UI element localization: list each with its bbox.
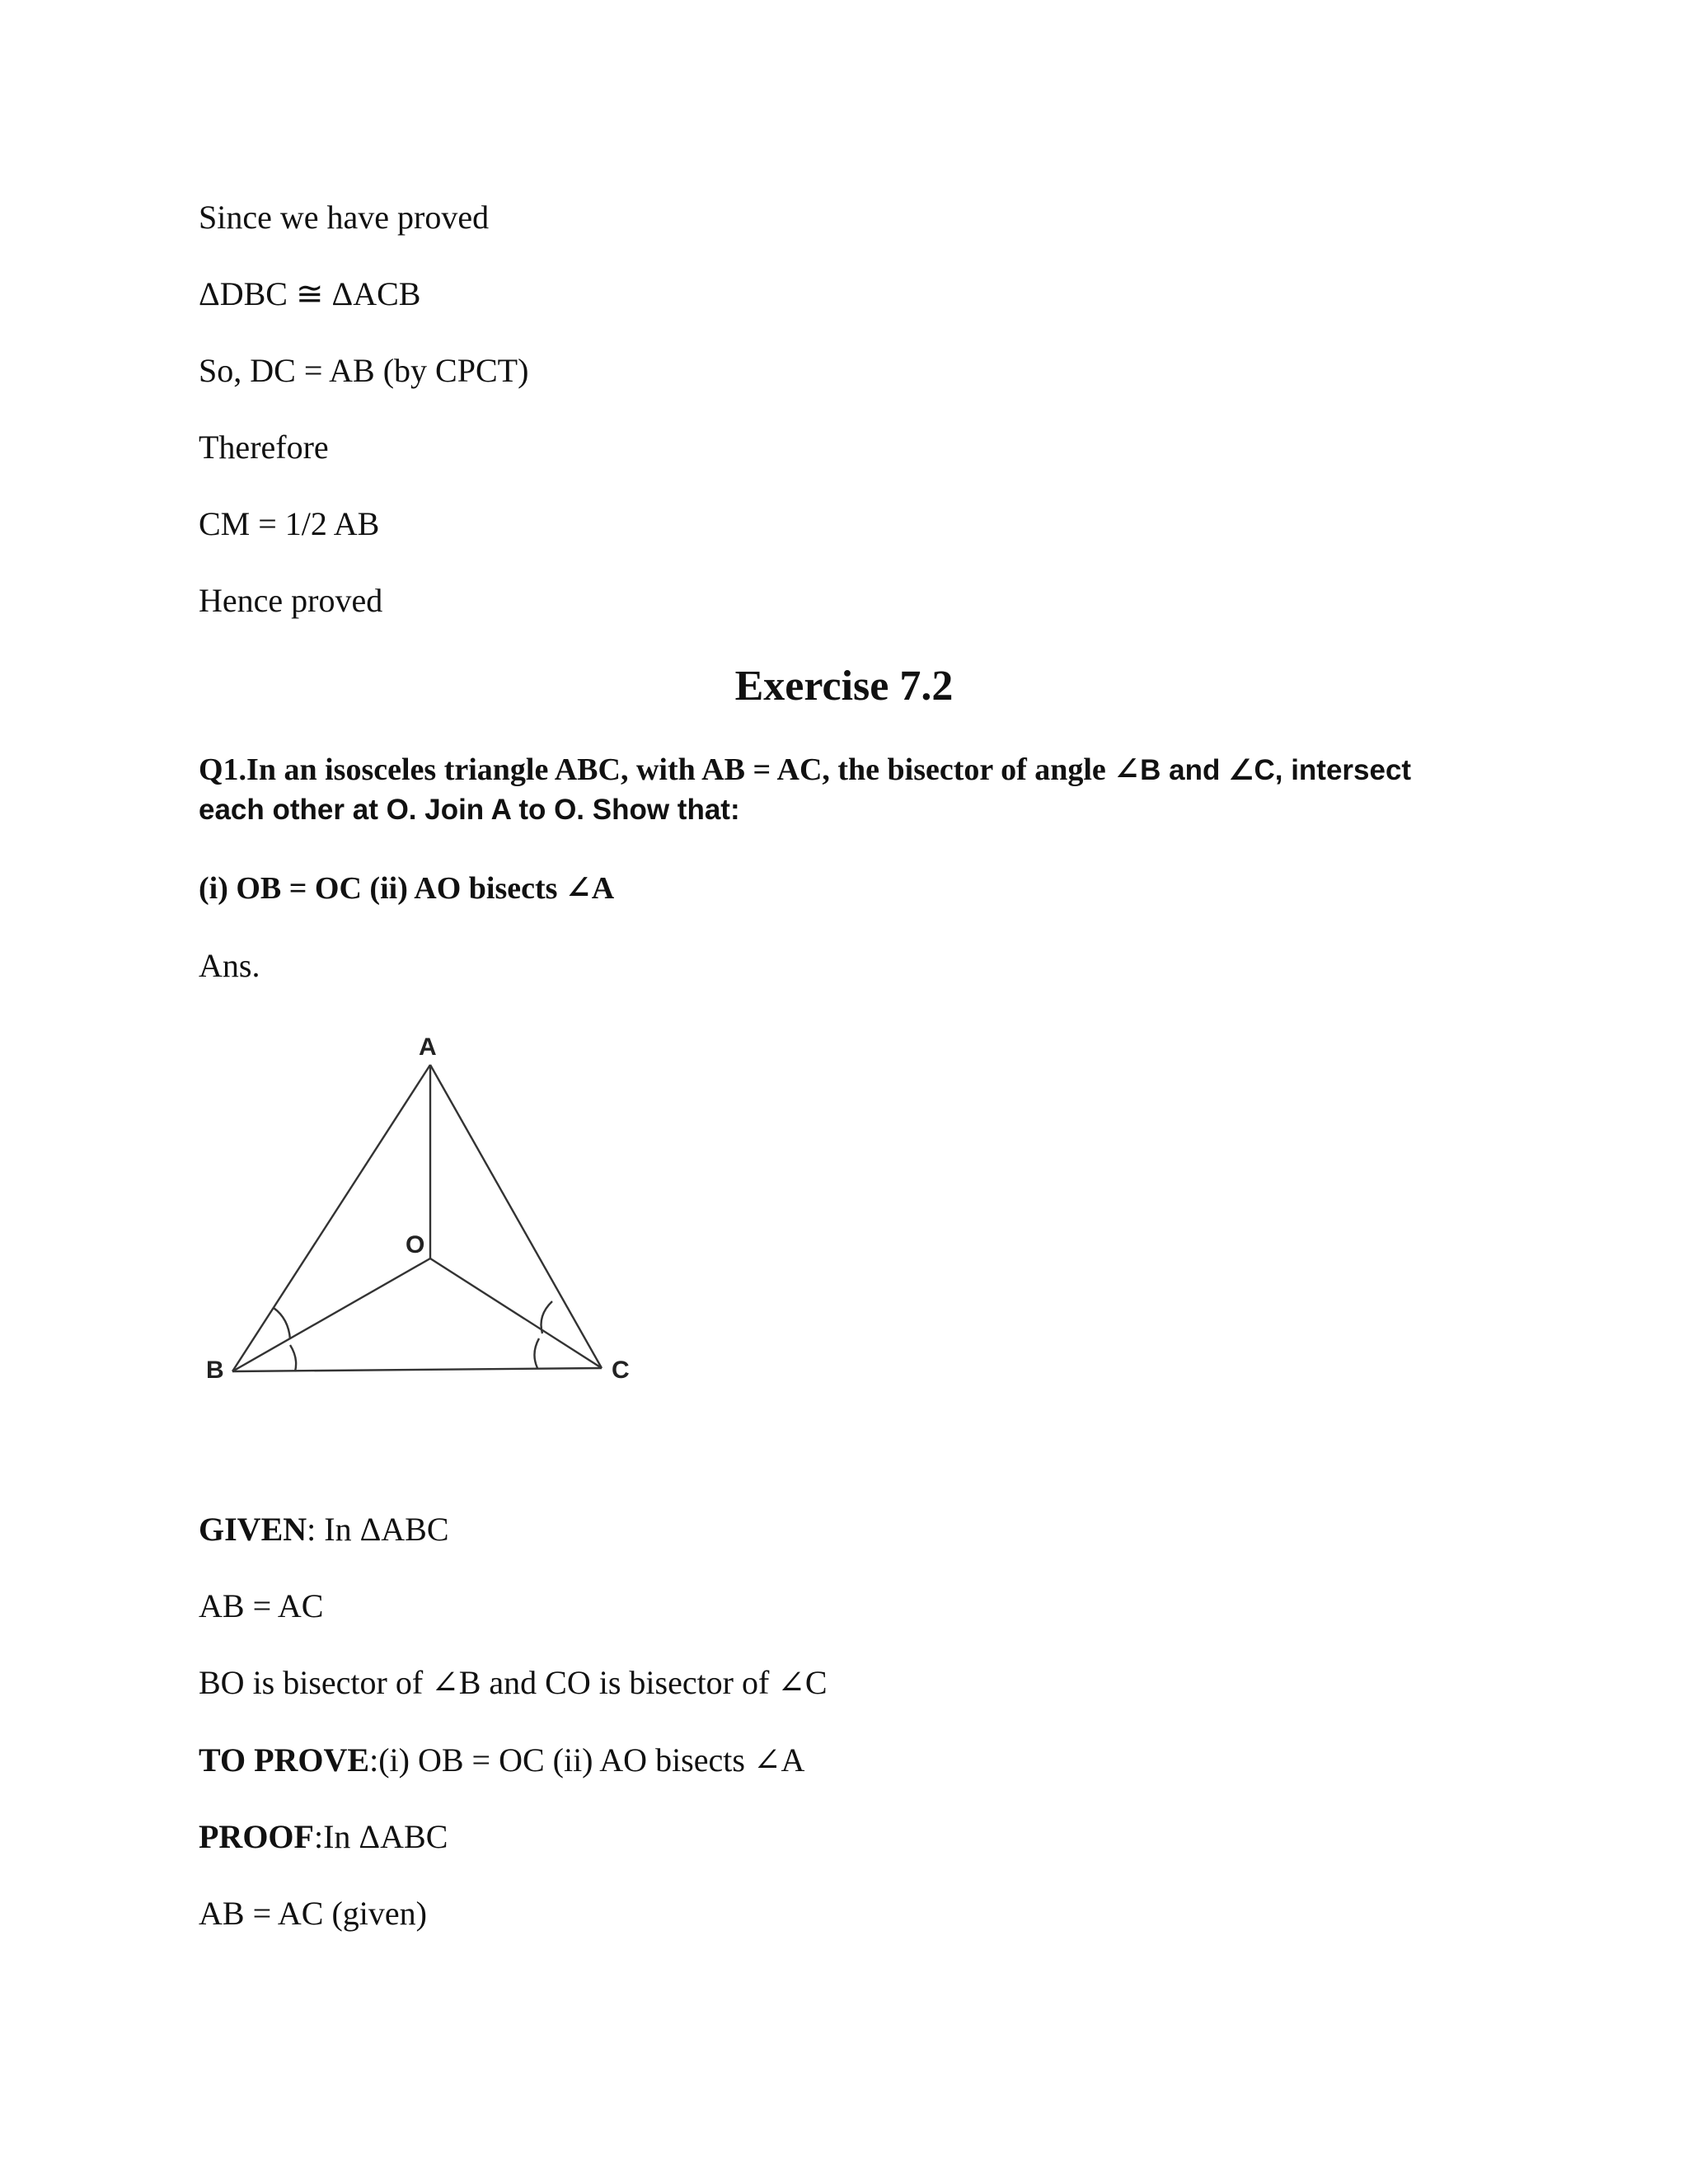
given-label: GIVEN xyxy=(199,1511,307,1548)
proof-line-since: Since we have proved xyxy=(199,199,490,236)
question-parts: (i) OB = OC (ii) AO bisects ∠A xyxy=(199,871,615,906)
triangle-figure xyxy=(190,1022,651,1401)
question-line-1 xyxy=(199,750,1411,790)
segment-co xyxy=(430,1258,602,1368)
proof-line-therefore: Therefore xyxy=(199,429,329,466)
label-vertex-a: A xyxy=(419,1033,437,1061)
label-point-o: O xyxy=(406,1231,425,1258)
label-vertex-c: C xyxy=(612,1357,630,1384)
proof-label: PROOF xyxy=(199,1818,314,1855)
side-bc xyxy=(232,1368,602,1371)
angle-mark-b-upper xyxy=(274,1308,290,1339)
to-prove-label: TO PROVE xyxy=(199,1741,370,1779)
question-line-1-sans: B and ∠C, intersect xyxy=(1140,754,1412,786)
side-ab xyxy=(232,1065,430,1371)
question-line-2-sans: each other at O. Join A to O. Show that: xyxy=(199,794,740,826)
given-line xyxy=(199,1510,449,1549)
question-line-2 xyxy=(199,790,740,830)
to-prove-line xyxy=(199,1741,804,1780)
proof-line xyxy=(199,1817,448,1857)
answer-label: Ans. xyxy=(199,947,260,984)
angle-mark-c-upper xyxy=(542,1301,553,1333)
question-line-1-serif: Q1.In an isosceles triangle ABC, with AB = AC, the bisector of angle ∠ xyxy=(199,752,1141,787)
proof-line-cm: CM = 1/2 AB xyxy=(199,505,380,542)
segment-bo xyxy=(232,1258,430,1371)
label-vertex-b: B xyxy=(206,1357,224,1384)
proof-line-cpct: So, DC = AB (by CPCT) xyxy=(199,352,529,389)
angle-mark-b-lower xyxy=(290,1345,296,1371)
to-prove-text: :(i) OB = OC (ii) AO bisects ∠A xyxy=(369,1741,805,1779)
angle-mark-c-lower xyxy=(534,1338,539,1368)
given-text: : In ΔABC xyxy=(307,1511,449,1548)
proof-ab-equals-ac: AB = AC (given) xyxy=(199,1895,427,1932)
side-ac xyxy=(430,1065,602,1368)
given-ab-equals-ac: AB = AC xyxy=(199,1587,324,1624)
exercise-title: Exercise 7.2 xyxy=(734,663,954,710)
proof-line-hence-proved: Hence proved xyxy=(199,582,383,619)
proof-text: :In ΔABC xyxy=(313,1818,448,1855)
given-bisectors: BO is bisector of ∠B and CO is bisector of ∠C xyxy=(199,1664,828,1701)
proof-line-congruence: ΔDBC ≅ ΔACB xyxy=(199,275,421,312)
